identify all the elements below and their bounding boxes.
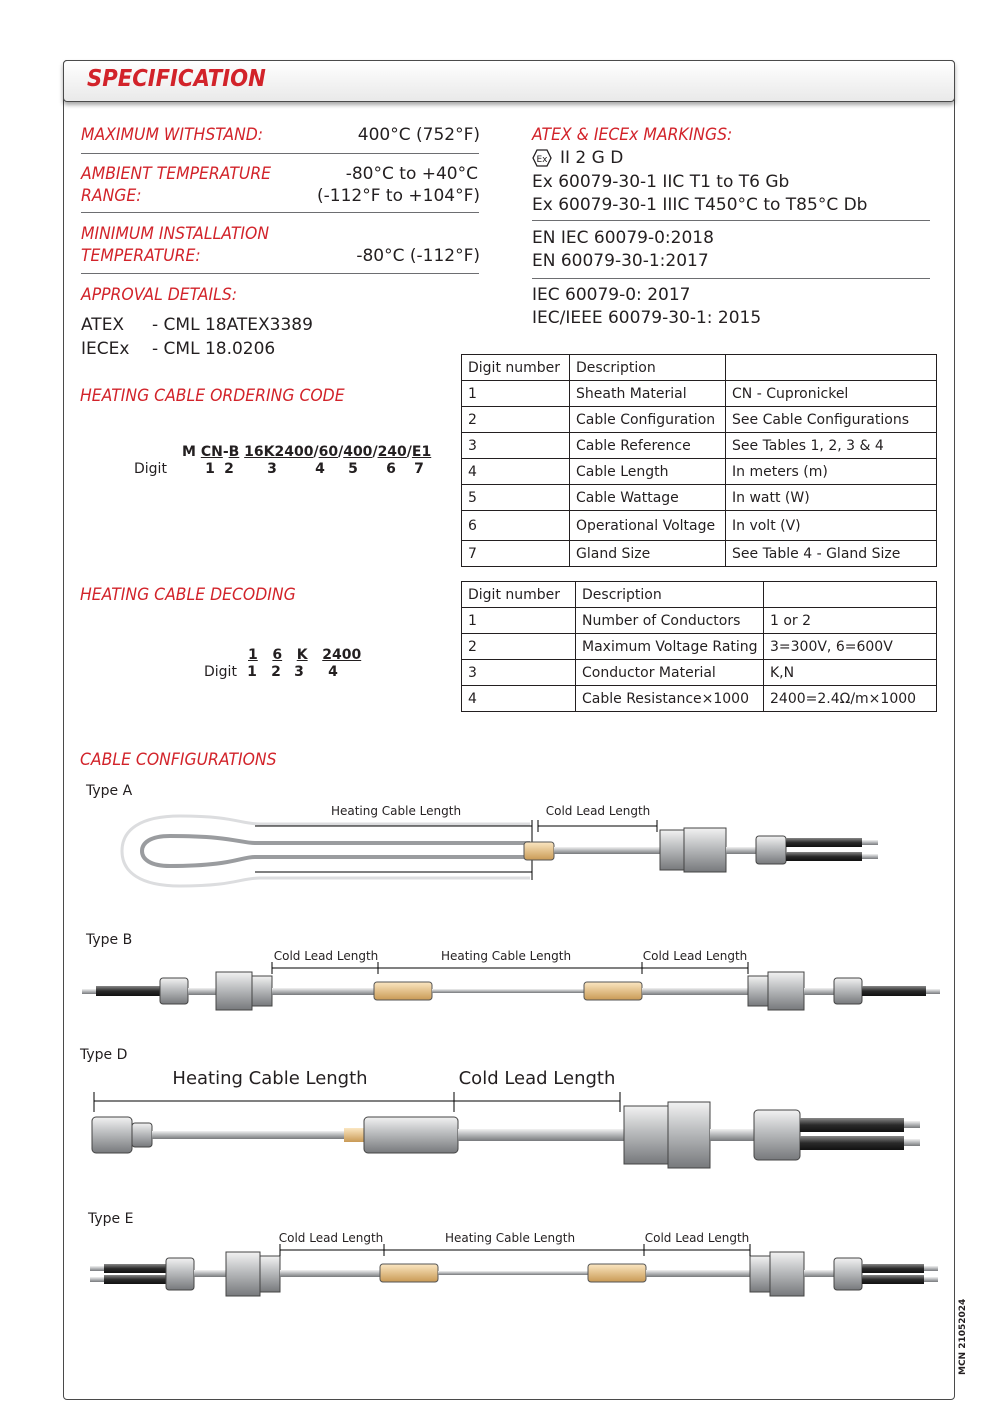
code-part: 6 — [272, 647, 283, 663]
code-part: 240 — [377, 444, 407, 460]
table-cell: See Cable Configurations — [726, 407, 937, 433]
document-code: MCN 21052024 — [958, 1298, 968, 1375]
table-cell: Cable Reference — [570, 433, 726, 459]
ordering-code-title: HEATING CABLE ORDERING CODE — [80, 386, 345, 406]
digit-number: 2 — [271, 664, 281, 680]
cable — [646, 1270, 750, 1277]
heating-cable — [438, 1271, 588, 1275]
table-cell: See Tables 1, 2, 3 & 4 — [726, 433, 937, 459]
heating-length-label: Heating Cable Length — [172, 1068, 368, 1089]
cable — [194, 1270, 226, 1277]
conductor-tip — [924, 1277, 938, 1282]
code-part: / — [372, 444, 378, 460]
approval-cert: - CML 18.0206 — [152, 339, 276, 359]
digit-label: Digit — [134, 461, 167, 477]
cold-length-label: Cold Lead Length — [458, 1068, 616, 1089]
ex-symbol-text: Ex — [536, 155, 548, 165]
table-cell: 7 — [462, 541, 570, 567]
table-cell: 6 — [462, 511, 570, 541]
standard-iec: IEC/IEEE 60079-30-1: 2015 — [532, 308, 762, 328]
table-cell: Maximum Voltage Rating — [576, 634, 764, 660]
digit-label: Digit — [204, 664, 237, 680]
black-lead — [104, 1275, 166, 1284]
conductor-tip — [90, 1277, 104, 1282]
table-cell: 3 — [462, 433, 570, 459]
max-withstand-value: 400°C (752°F) — [357, 125, 480, 145]
cold-length-label: Cold Lead Length — [278, 1231, 384, 1245]
table-cell: Number of Conductors — [576, 608, 764, 634]
header-cell: Description — [570, 355, 726, 381]
ambient-value-1: -80°C to +40°C — [345, 164, 478, 184]
standard-en: EN IEC 60079-0:2018 — [532, 228, 714, 248]
digit-number: 1 — [247, 664, 257, 680]
table-cell: Cable Configuration — [570, 407, 726, 433]
table-cell: Gland Size — [570, 541, 726, 567]
ambient-label-1: AMBIENT TEMPERATURE — [81, 164, 272, 184]
table-cell: CN - Cupronickel — [726, 381, 937, 407]
max-withstand-label: MAXIMUM WITHSTAND: — [81, 125, 264, 145]
code-part: / — [313, 444, 319, 460]
heating-length-label: Heating Cable Length — [330, 804, 462, 818]
gland-nut — [750, 1256, 770, 1292]
cold-length-label: Cold Lead Length — [273, 949, 379, 963]
standard-iec: IEC 60079-0: 2017 — [532, 285, 691, 305]
cold-length-label: Cold Lead Length — [545, 804, 651, 818]
splice-brass — [588, 1264, 646, 1282]
cable — [280, 1270, 380, 1277]
ambient-value-2: (-112°F to +104°F) — [317, 186, 480, 206]
table-cell: Sheath Material — [570, 381, 726, 407]
min-install-label-2: TEMPERATURE: — [81, 246, 201, 266]
code-part: K — [296, 647, 308, 663]
code-part: E1 — [411, 444, 432, 460]
table-cell: 4 — [462, 686, 576, 712]
code-part: 400 — [343, 444, 373, 460]
table-cell: In meters (m) — [726, 459, 937, 485]
table-cell: 1 — [462, 608, 576, 634]
heating-length-label: Heating Cable Length — [444, 1231, 576, 1245]
standard-en: EN 60079-30-1:2017 — [532, 251, 709, 271]
end-sleeve — [834, 1258, 862, 1290]
approval-scheme: IECEx — [81, 339, 130, 359]
black-lead — [862, 1264, 924, 1273]
code-part: 16K2400 — [244, 444, 314, 460]
black-lead — [862, 1275, 924, 1284]
ambient-label-2: RANGE: — [81, 186, 142, 206]
table-cell: 5 — [462, 485, 570, 511]
cold-length-label: Cold Lead Length — [642, 949, 748, 963]
gland-thread — [770, 1252, 804, 1296]
type-b-label: Type B — [86, 932, 133, 948]
code-part: 1 — [248, 647, 258, 663]
marking-line3: Ex 60079-30-1 IIIC T450°C to T85°C Db — [532, 195, 868, 215]
table-cell: Conductor Material — [576, 660, 764, 686]
code-part: M — [182, 444, 201, 460]
approval-label: APPROVAL DETAILS: — [81, 285, 238, 305]
code-part: CN — [200, 444, 223, 460]
type-a-label: Type A — [86, 783, 133, 799]
code-part: 2400 — [322, 647, 362, 663]
conductor-tip — [924, 1266, 938, 1271]
splice-brass — [380, 1264, 438, 1282]
digit-number: 4 — [328, 664, 338, 680]
heating-length-label: Heating Cable Length — [440, 949, 572, 963]
digit-number: 3 — [267, 461, 277, 477]
table-cell: In watt (W) — [726, 485, 937, 511]
digit-number: 6 — [386, 461, 396, 477]
table-cell: Operational Voltage — [570, 511, 726, 541]
conductor-tip — [90, 1266, 104, 1271]
table-cell: Cable Wattage — [570, 485, 726, 511]
table-cell: 2400=2.4Ω/m×1000 — [764, 686, 937, 712]
gland-thread — [226, 1252, 260, 1296]
table-cell: Cable Resistance×1000 — [576, 686, 764, 712]
header-cell: Digit number — [462, 582, 576, 608]
approval-scheme: ATEX — [81, 315, 125, 335]
digit-number: 3 — [294, 664, 304, 680]
approval-cert: - CML 18ATEX3389 — [152, 315, 313, 335]
cold-length-label: Cold Lead Length — [644, 1231, 750, 1245]
table-cell: In volt (V) — [726, 511, 937, 541]
cable — [804, 1270, 834, 1277]
digit-number: 1 — [205, 461, 215, 477]
code-part: B — [228, 444, 240, 460]
decoding-title: HEATING CABLE DECODING — [80, 585, 296, 605]
table-cell: 1 or 2 — [764, 608, 937, 634]
min-install-value: -80°C (-112°F) — [356, 246, 480, 266]
type-e-label: Type E — [88, 1211, 134, 1227]
digit-number: 7 — [414, 461, 424, 477]
page-title: SPECIFICATION — [87, 66, 266, 92]
table-cell: Cable Length — [570, 459, 726, 485]
min-install-label-1: MINIMUM INSTALLATION — [81, 224, 270, 244]
table-cell: K,N — [764, 660, 937, 686]
table-cell: 4 — [462, 459, 570, 485]
digit-number: 5 — [348, 461, 358, 477]
end-sleeve — [166, 1258, 194, 1290]
table-cell: 3=300V, 6=600V — [764, 634, 937, 660]
cable-configurations-title: CABLE CONFIGURATIONS — [80, 750, 277, 770]
markings-title: ATEX & IECEx MARKINGS: — [532, 125, 733, 145]
header-cell: Digit number — [462, 355, 570, 381]
code-part: / — [406, 444, 412, 460]
table-cell: See Table 4 - Gland Size — [726, 541, 937, 567]
table-cell: 3 — [462, 660, 576, 686]
black-lead — [104, 1264, 166, 1273]
table-cell: 2 — [462, 634, 576, 660]
gland-nut — [260, 1256, 280, 1292]
code-part: 60 — [318, 444, 339, 460]
code-part: - — [222, 444, 229, 460]
marking-line2: Ex 60079-30-1 IIC T1 to T6 Gb — [532, 172, 790, 192]
marking-line1: II 2 G D — [560, 148, 624, 168]
type-d-label: Type D — [80, 1047, 128, 1063]
header-cell: Description — [576, 582, 764, 608]
code-part: / — [338, 444, 344, 460]
table-cell: 2 — [462, 407, 570, 433]
digit-number: 2 — [224, 461, 234, 477]
table-cell: 1 — [462, 381, 570, 407]
digit-number: 4 — [315, 461, 325, 477]
